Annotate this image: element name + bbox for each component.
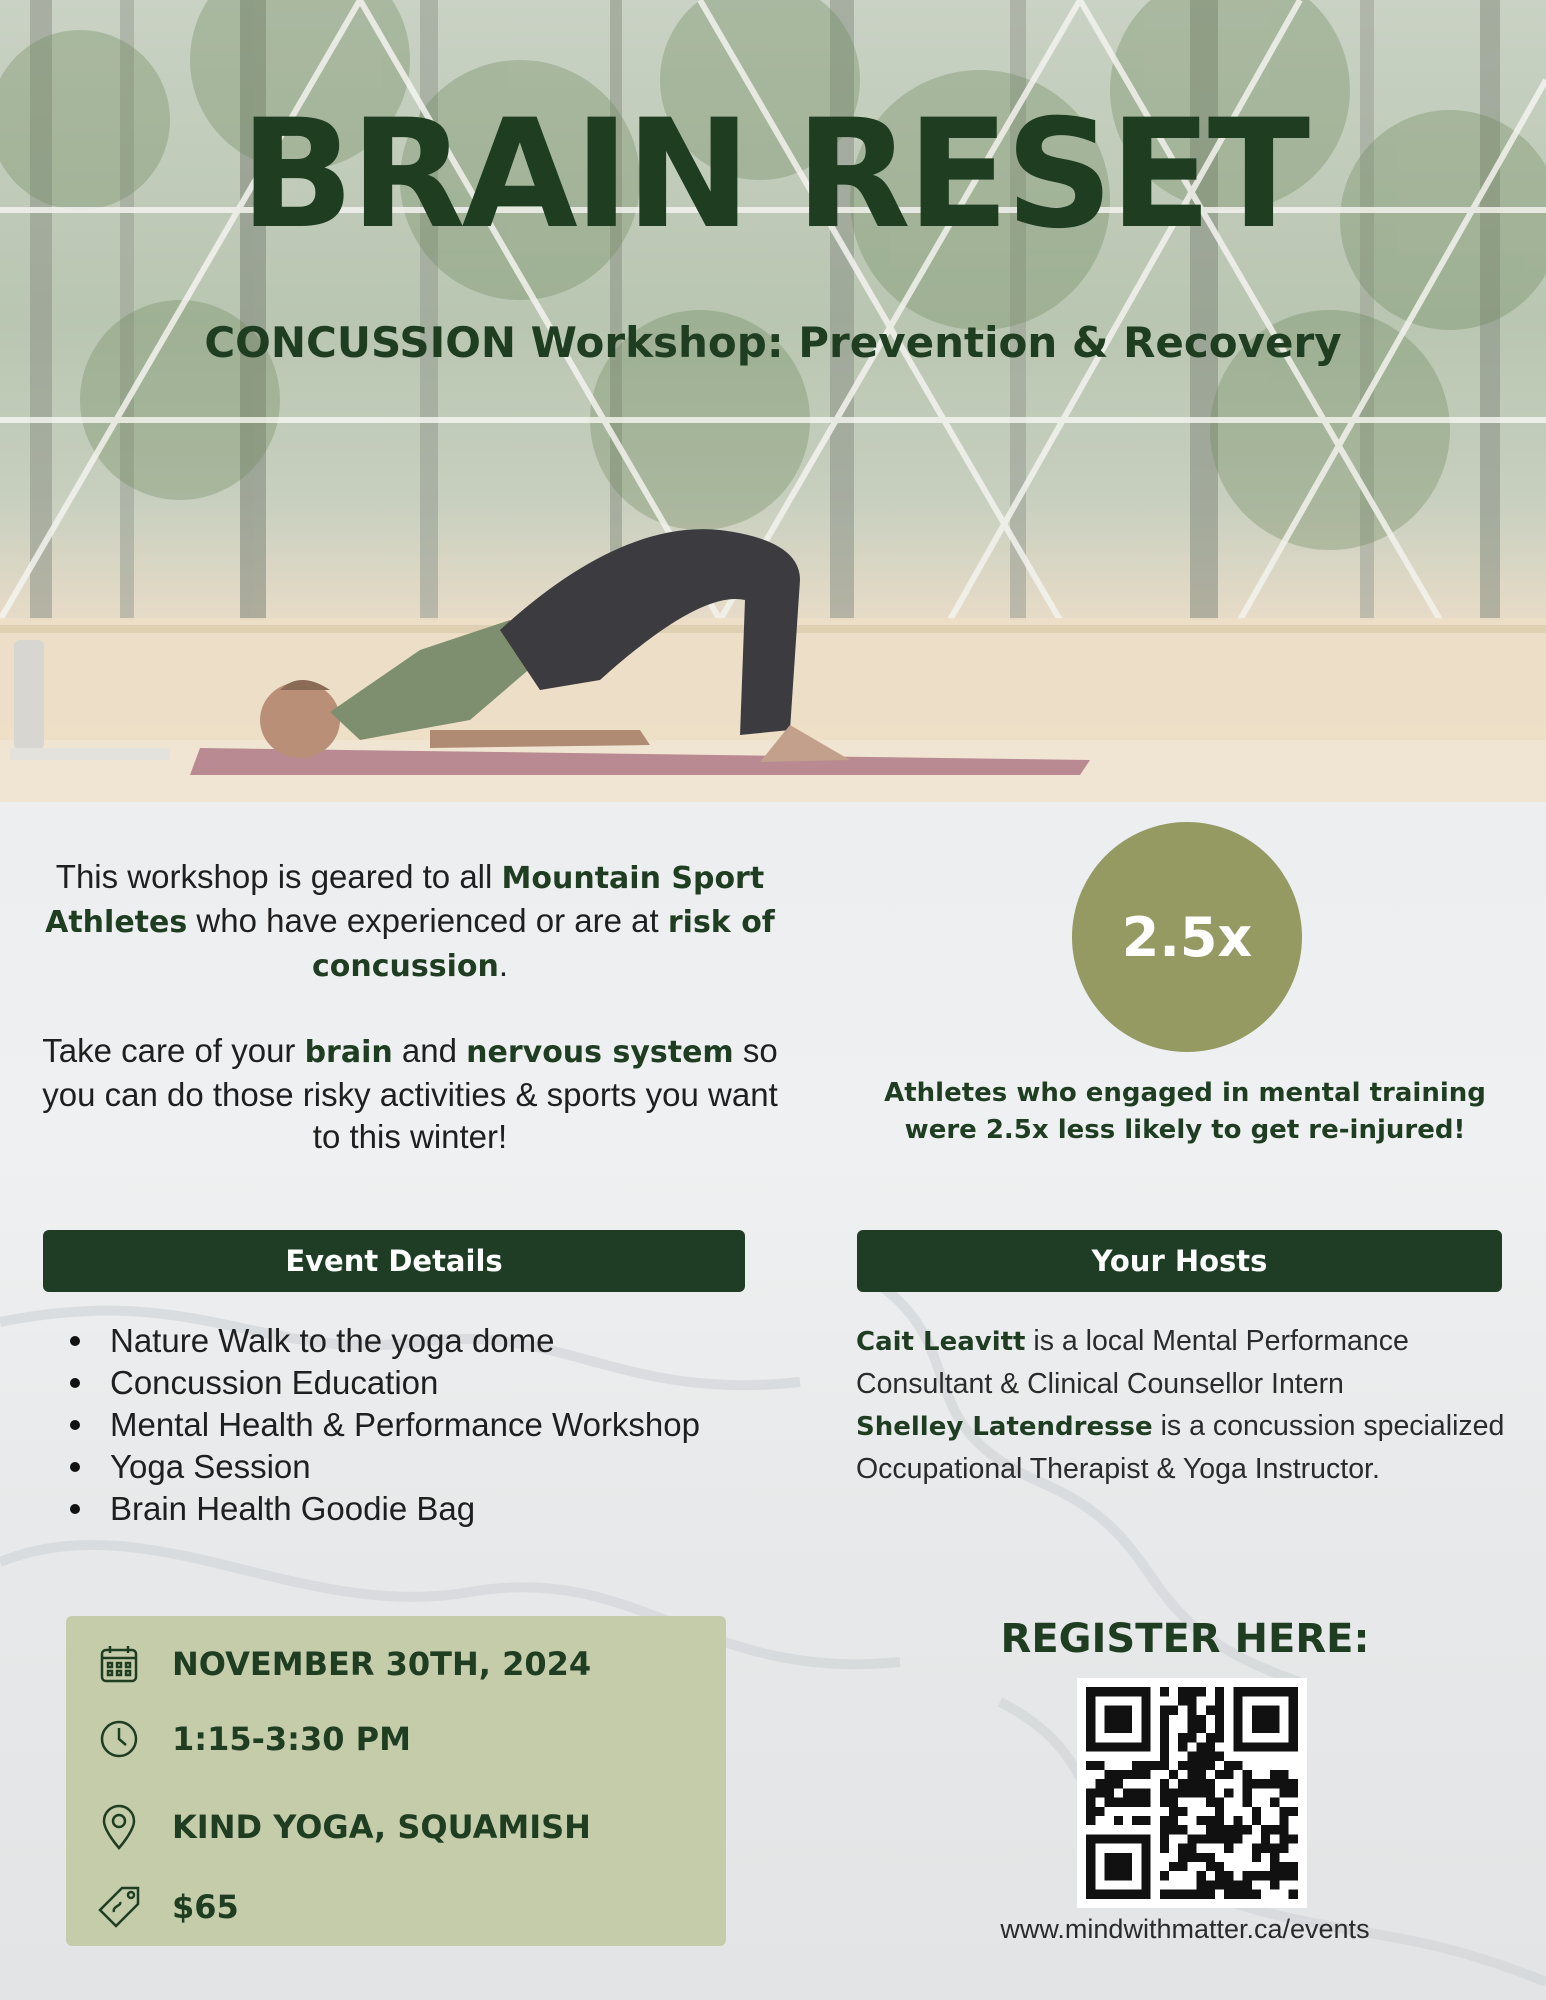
intro-text bbox=[40, 856, 780, 1200]
stat-circle bbox=[1072, 822, 1302, 1052]
hosts-text bbox=[856, 1320, 1536, 1490]
event-details-list bbox=[60, 1320, 700, 1530]
list-item: Yoga Session bbox=[60, 1446, 700, 1488]
stat-value: 2.5x bbox=[1121, 905, 1253, 969]
register-url[interactable]: www.mindwithmatter.ca/events bbox=[1000, 1914, 1370, 1944]
intro-paragraph-1: This workshop is geared to all Mountain Sport Athletes who have experienced or are at risk of concussion. bbox=[45, 858, 775, 984]
event-price: $65 bbox=[172, 1888, 239, 1926]
page-title: BRAIN RESET bbox=[239, 88, 1307, 262]
event-info-box bbox=[66, 1616, 726, 1946]
qr-code[interactable] bbox=[1077, 1678, 1307, 1908]
calendar-icon bbox=[96, 1641, 142, 1687]
date-row bbox=[96, 1641, 591, 1687]
event-details-heading: Event Details bbox=[43, 1230, 745, 1292]
host-1: Cait Leavitt is a local Mental Performance Consultant & Clinical Counsellor Intern bbox=[856, 1325, 1409, 1400]
page-subtitle: CONCUSSION Workshop: Prevention & Recovery bbox=[204, 318, 1342, 367]
hosts-heading: Your Hosts bbox=[857, 1230, 1502, 1292]
bullet-icon bbox=[70, 1420, 80, 1430]
price-tag-icon bbox=[96, 1884, 142, 1930]
event-date: NOVEMBER 30TH, 2024 bbox=[172, 1645, 592, 1683]
bullet-icon bbox=[70, 1504, 80, 1514]
stat-caption: Athletes who engaged in mental training were 2.5x less likely to get re-injured! bbox=[884, 1078, 1486, 1145]
host-2: Shelley Latendresse is a concussion specialized Occupational Therapist & Yoga Instructor. bbox=[856, 1410, 1505, 1485]
location-row bbox=[96, 1804, 591, 1850]
location-pin-icon bbox=[96, 1804, 142, 1850]
list-item: Nature Walk to the yoga dome bbox=[60, 1320, 700, 1362]
event-location: KIND YOGA, SQUAMISH bbox=[172, 1808, 591, 1846]
hero-photo bbox=[0, 0, 1546, 802]
list-item: Brain Health Goodie Bag bbox=[60, 1488, 700, 1530]
event-time: 1:15-3:30 PM bbox=[172, 1720, 411, 1758]
bullet-icon bbox=[70, 1462, 80, 1472]
clock-icon bbox=[96, 1716, 142, 1762]
intro-paragraph-2: Take care of your brain and nervous system so you can do those risky activities & sports you want to this winter! bbox=[42, 1032, 778, 1155]
list-item: Concussion Education bbox=[60, 1362, 700, 1404]
bullet-icon bbox=[70, 1378, 80, 1388]
price-row bbox=[96, 1884, 239, 1930]
time-row bbox=[96, 1716, 411, 1762]
list-item: Mental Health & Performance Workshop bbox=[60, 1404, 700, 1446]
register-heading: REGISTER HERE: bbox=[1000, 1616, 1370, 1662]
bullet-icon bbox=[70, 1336, 80, 1346]
